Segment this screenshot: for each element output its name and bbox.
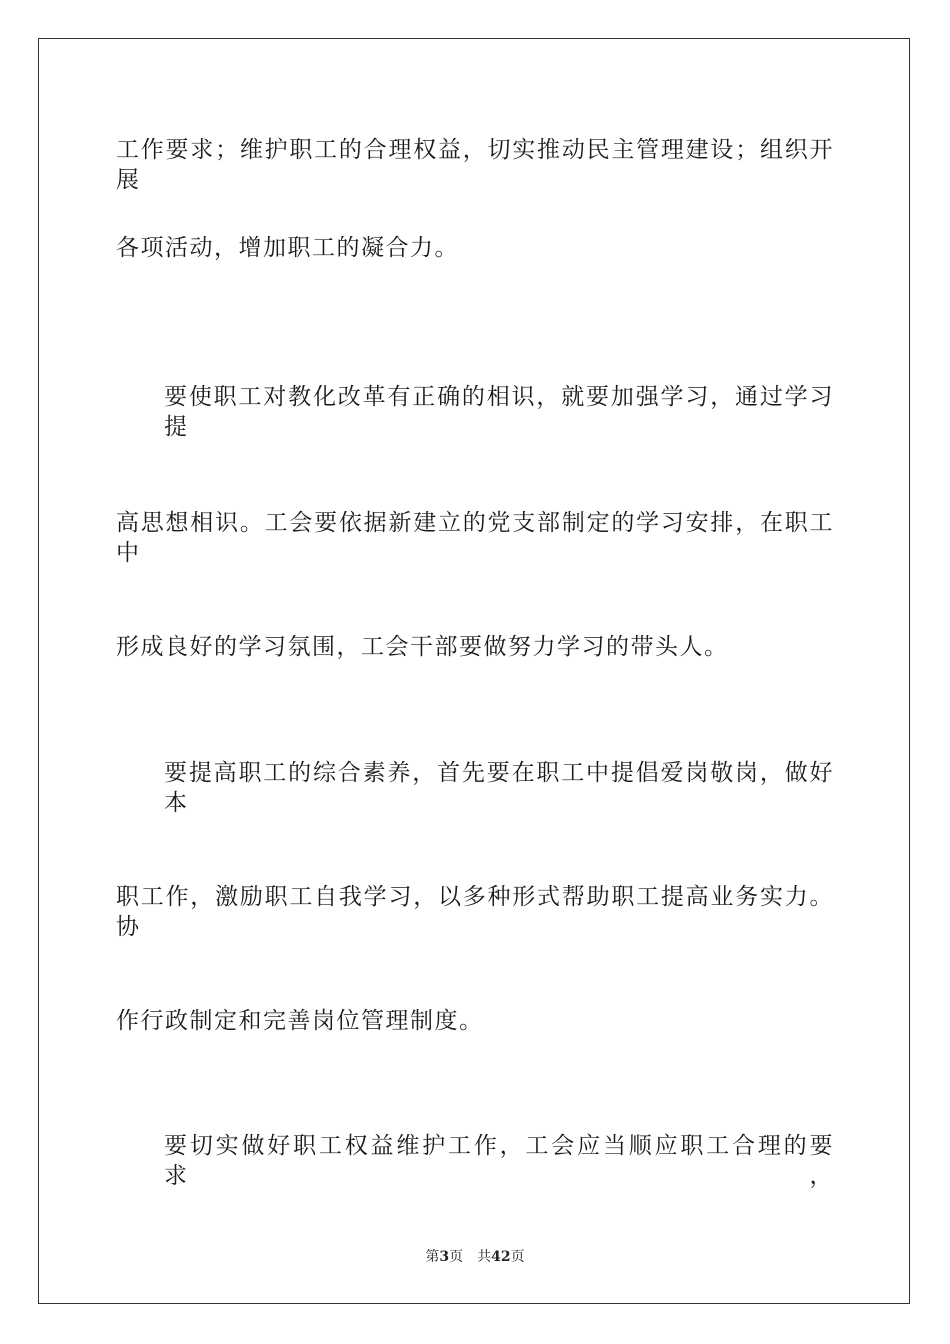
page-border — [38, 38, 910, 1304]
page-suffix: 页 — [449, 1249, 464, 1265]
paragraph-line: 作行政制定和完善岗位管理制度。 — [116, 1008, 484, 1034]
paragraph-line: 职工作，激励职工自我学习，以多种形式帮助职工提高业务实力。协 — [116, 884, 834, 940]
total-pages: 42 — [491, 1249, 511, 1265]
paragraph-line: 高思想相识。工会要依据新建立的党支部制定的学习安排，在职工中 — [116, 510, 834, 566]
paragraph-line: 形成良好的学习氛围，工会干部要做努力学习的带头人。 — [116, 634, 729, 660]
page-footer — [0, 1248, 950, 1266]
page-number: 3 — [439, 1249, 450, 1265]
paragraph-line: 要使职工对教化改革有正确的相识，就要加强学习，通过学习提 — [164, 384, 834, 440]
page-prefix: 第 — [425, 1249, 440, 1265]
total-prefix: 共 — [477, 1249, 492, 1265]
paragraph-line: 要提高职工的综合素养，首先要在职工中提倡爱岗敬岗，做好本 — [164, 760, 834, 816]
paragraph-line: 工作要求；维护职工的合理权益，切实推动民主管理建设；组织开展 — [116, 137, 834, 193]
total-suffix: 页 — [510, 1249, 525, 1265]
paragraph-line: 要切实做好职工权益维护工作，工会应当顺应职工合理的要求， — [164, 1133, 834, 1189]
paragraph-line: 各项活动，增加职工的凝合力。 — [116, 235, 459, 261]
